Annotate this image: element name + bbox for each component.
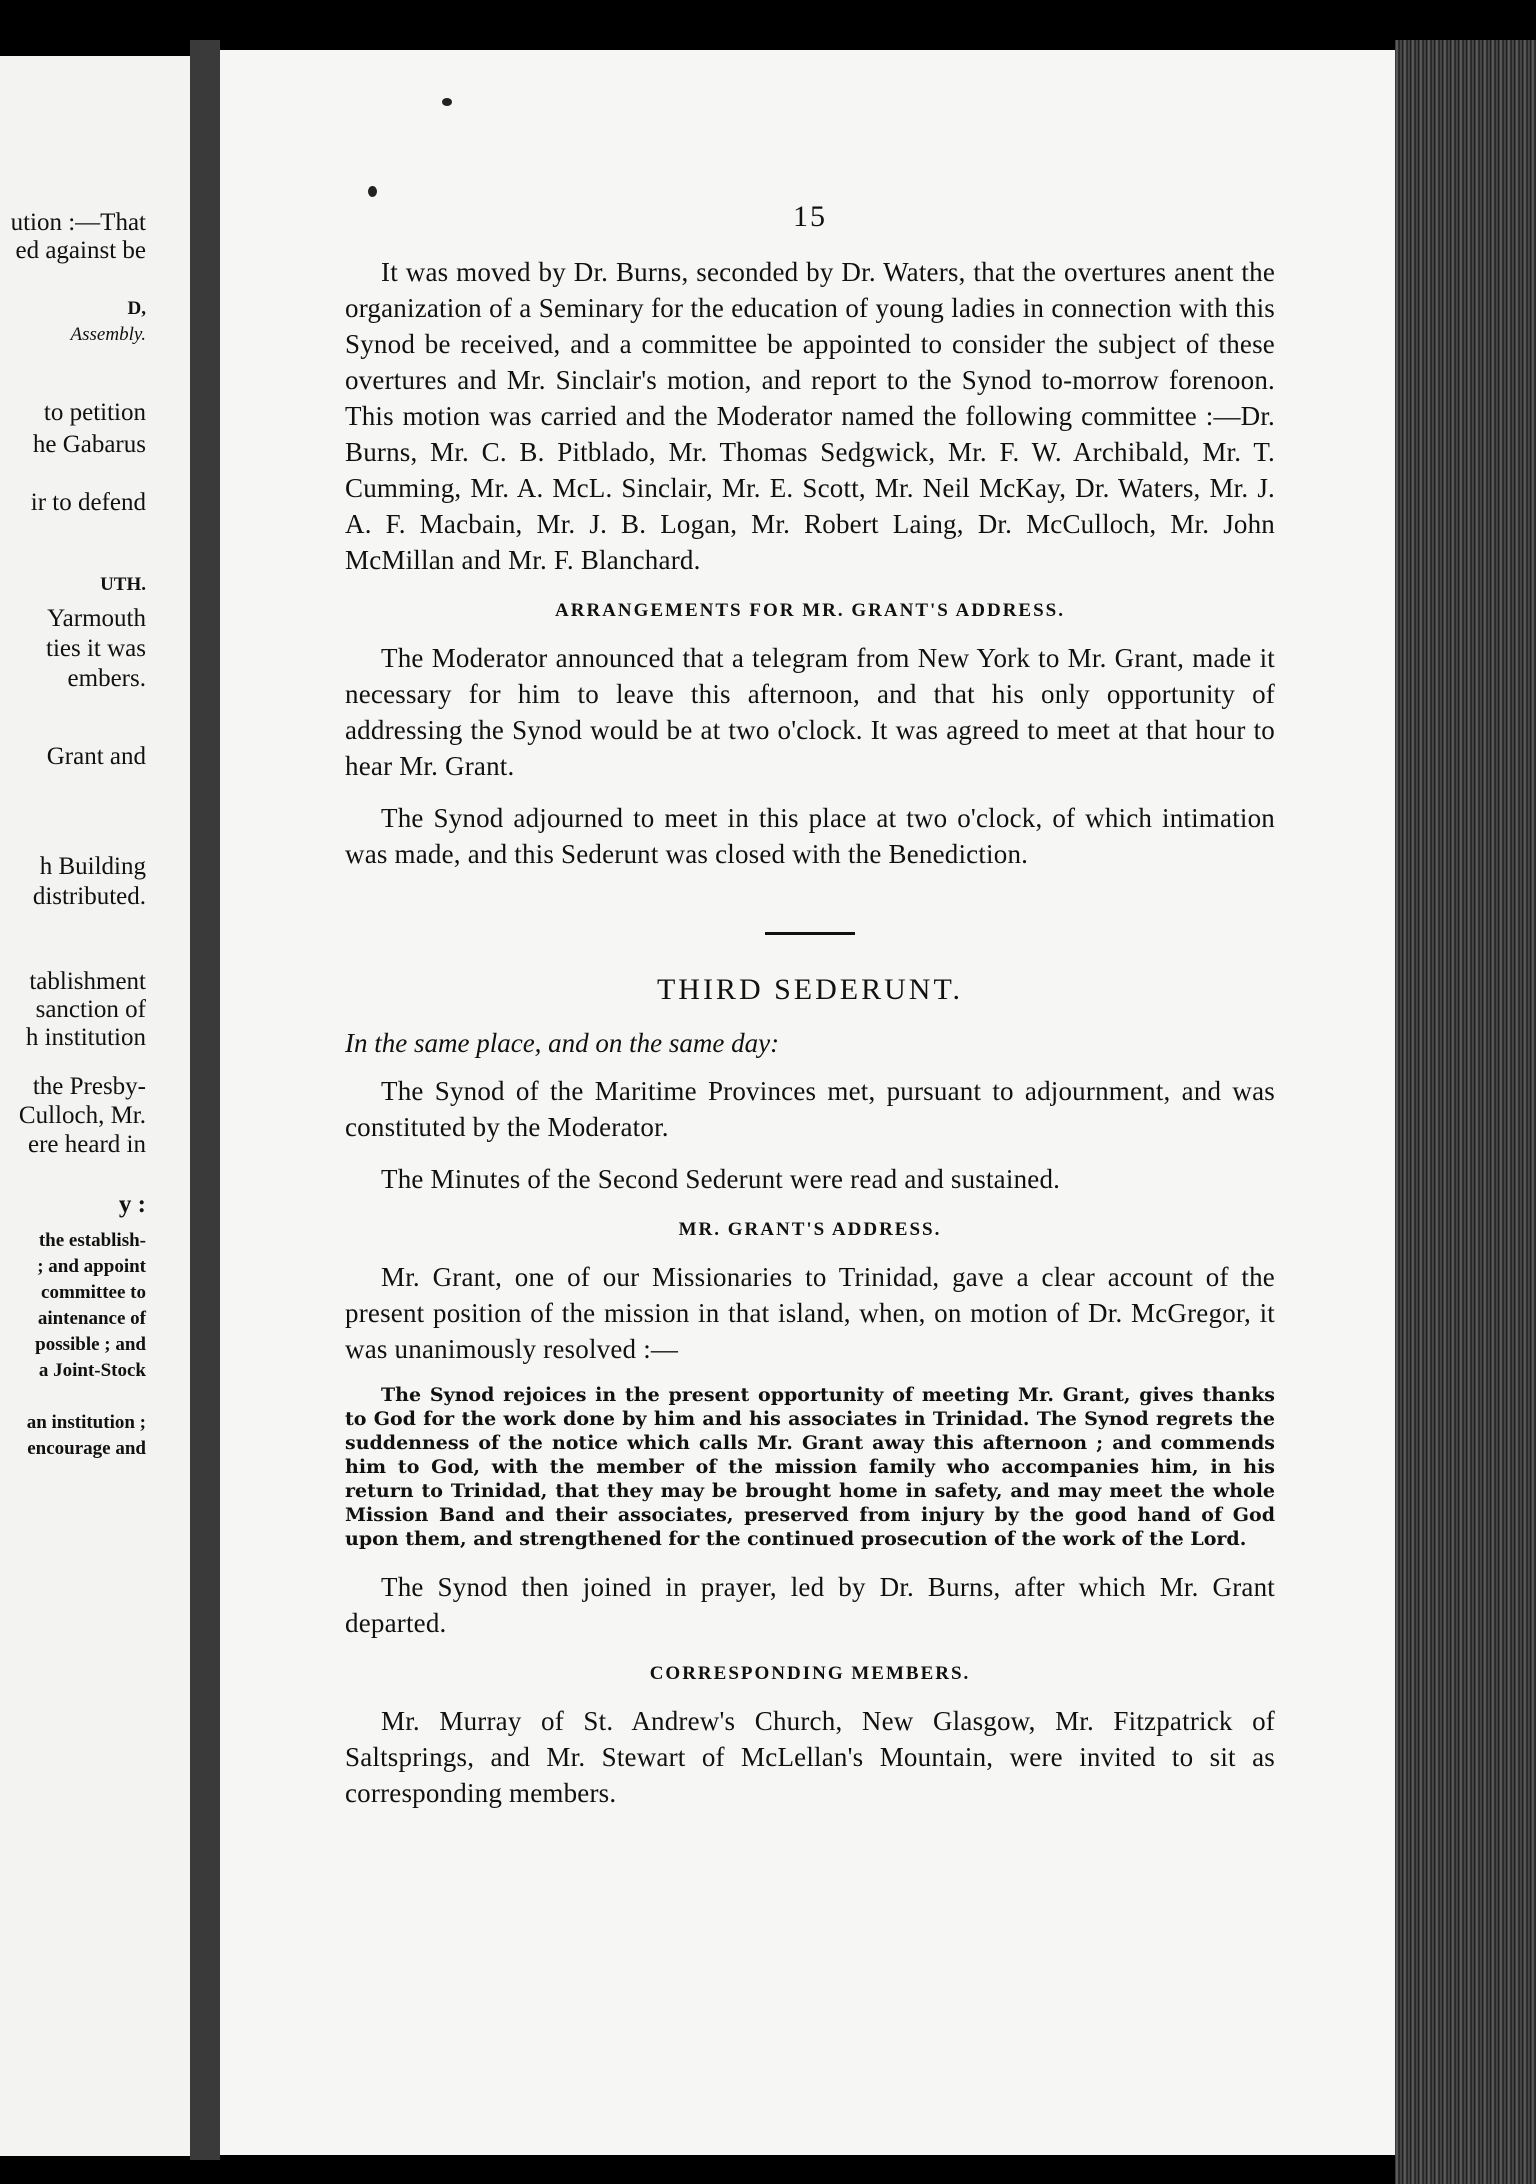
facing-page-line: sanction of xyxy=(35,996,146,1023)
facing-page-line: embers. xyxy=(67,665,146,692)
facing-page-line: committee to xyxy=(41,1282,146,1303)
resolution-text: The Synod rejoices in the present opportunity of meeting Mr. Grant, gives thanks to God for the work done by him and his associates in Trinidad. The Synod regrets the suddenness of the notice which calls Mr. Grant away this afternoon ; and commends him to God, with the member of the mission family who accompanies him, in his return to Trinidad, that they may be brought home in safety, and may meet the whole Mission Band and their associates, preserved from injury by the good hand of God upon them, and strengthened for the continued prosecution of the work of the Lord. xyxy=(345,1384,1275,1550)
facing-page-line: ir to defend xyxy=(30,489,146,516)
facing-page-line: UTH. xyxy=(100,574,146,595)
facing-page-left xyxy=(0,56,190,2156)
facing-page-line: encourage and xyxy=(27,1438,146,1459)
heading-corresponding-members: CORRESPONDING MEMBERS. xyxy=(649,1663,971,1684)
main-page xyxy=(220,50,1395,2155)
heading-arrangements: ARRANGEMENTS FOR MR. GRANT'S ADDRESS. xyxy=(555,600,1065,621)
heading-grants-address: MR. GRANT'S ADDRESS. xyxy=(678,1219,942,1240)
facing-page-line: ed against be xyxy=(15,237,146,264)
facing-page-line: the establish- xyxy=(38,1230,146,1251)
heading-third-sederunt: THIRD SEDERUNT. xyxy=(656,973,964,1006)
italic-same-place: In the same place, and on the same day: xyxy=(345,1028,780,1058)
facing-page-line: the Presby- xyxy=(32,1073,146,1100)
facing-page-line: to petition xyxy=(43,399,146,426)
facing-page-line: D, xyxy=(127,298,146,319)
page-number: 15 xyxy=(793,200,827,233)
paragraph-adjourned: The Synod adjourned to meet in this place at two o'clock, of which intimation was made, and this Sederunt was closed with the Benediction. xyxy=(345,803,1275,869)
facing-page-line: h institution xyxy=(25,1024,146,1051)
ink-speck xyxy=(368,186,377,197)
facing-page-line: aintenance of xyxy=(37,1308,146,1329)
facing-page-line: Assembly. xyxy=(70,324,146,345)
paragraph-prayer: The Synod then joined in prayer, led by Dr. Burns, after which Mr. Grant departed. xyxy=(345,1572,1275,1638)
section-divider xyxy=(765,932,855,935)
facing-page-line: an institution ; xyxy=(26,1412,146,1433)
facing-page-line: tablishment xyxy=(29,968,146,995)
paragraph-minutes: The Minutes of the Second Sederunt were read and sustained. xyxy=(381,1164,1061,1194)
facing-page-line: y : xyxy=(118,1191,146,1218)
facing-page-line: Grant and xyxy=(46,743,146,770)
facing-page-line: ties it was xyxy=(46,635,146,662)
facing-page-line: ; and appoint xyxy=(37,1256,146,1277)
facing-page-line: ution :—That xyxy=(10,209,146,236)
facing-page-line: he Gabarus xyxy=(32,431,146,458)
paragraph-corresponding: Mr. Murray of St. Andrew's Church, New Glasgow, Mr. Fitzpatrick of Saltsprings, and Mr. Stewart of McLellan's Mountain, were invited to sit as corresponding members. xyxy=(345,1706,1275,1808)
paragraph-seminary-motion: It was moved by Dr. Burns, seconded by Dr. Waters, that the overtures anent the organization of a Seminary for the education of young ladies in connection with this Synod be received, and a committee be appointed to consider the subject of these overtures and Mr. Sinclair's motion, and report to the Synod to-morrow forenoon. This motion was carried and the Moderator named the following committee :—Dr. Burns, Mr. C. B. Pitblado, Mr. Thomas Sedgwick, Mr. F. W. Archibald, Mr. T. Cumming, Mr. A. McL. Sinclair, Mr. E. Scott, Mr. Neil McKay, Dr. Waters, Mr. J. A. F. Macbain, Mr. J. B. Logan, Mr. Robert Laing, Dr. McCulloch, Mr. John McMillan and Mr. F. Blanchard. xyxy=(345,257,1275,575)
ink-speck xyxy=(442,98,452,106)
facing-page-line: Culloch, Mr. xyxy=(18,1102,146,1129)
facing-page-line: possible ; and xyxy=(35,1334,146,1355)
facing-page-line: Yarmouth xyxy=(47,605,146,632)
paragraph-constituted: The Synod of the Maritime Provinces met, pursuant to adjournment, and was constituted by the Moderator. xyxy=(345,1076,1275,1142)
facing-page-line: ere heard in xyxy=(28,1131,146,1158)
book-gutter xyxy=(190,40,220,2160)
book-page-edges xyxy=(1395,40,1536,2184)
page-content xyxy=(345,200,1275,1827)
facing-page-line: distributed. xyxy=(32,883,146,910)
facing-page-line: h Building xyxy=(39,853,146,880)
paragraph-grant: Mr. Grant, one of our Missionaries to Trinidad, gave a clear account of the present position of the mission in that island, when, on motion of Dr. McGregor, it was unanimously resolved :— xyxy=(345,1262,1275,1364)
facing-page-line: a Joint-Stock xyxy=(38,1360,146,1381)
paragraph-telegram: The Moderator announced that a telegram from New York to Mr. Grant, made it necessary for him to leave this afternoon, and that his only opportunity of addressing the Synod would be at two o'clock. It was agreed to meet at that hour to hear Mr. Grant. xyxy=(345,643,1275,781)
